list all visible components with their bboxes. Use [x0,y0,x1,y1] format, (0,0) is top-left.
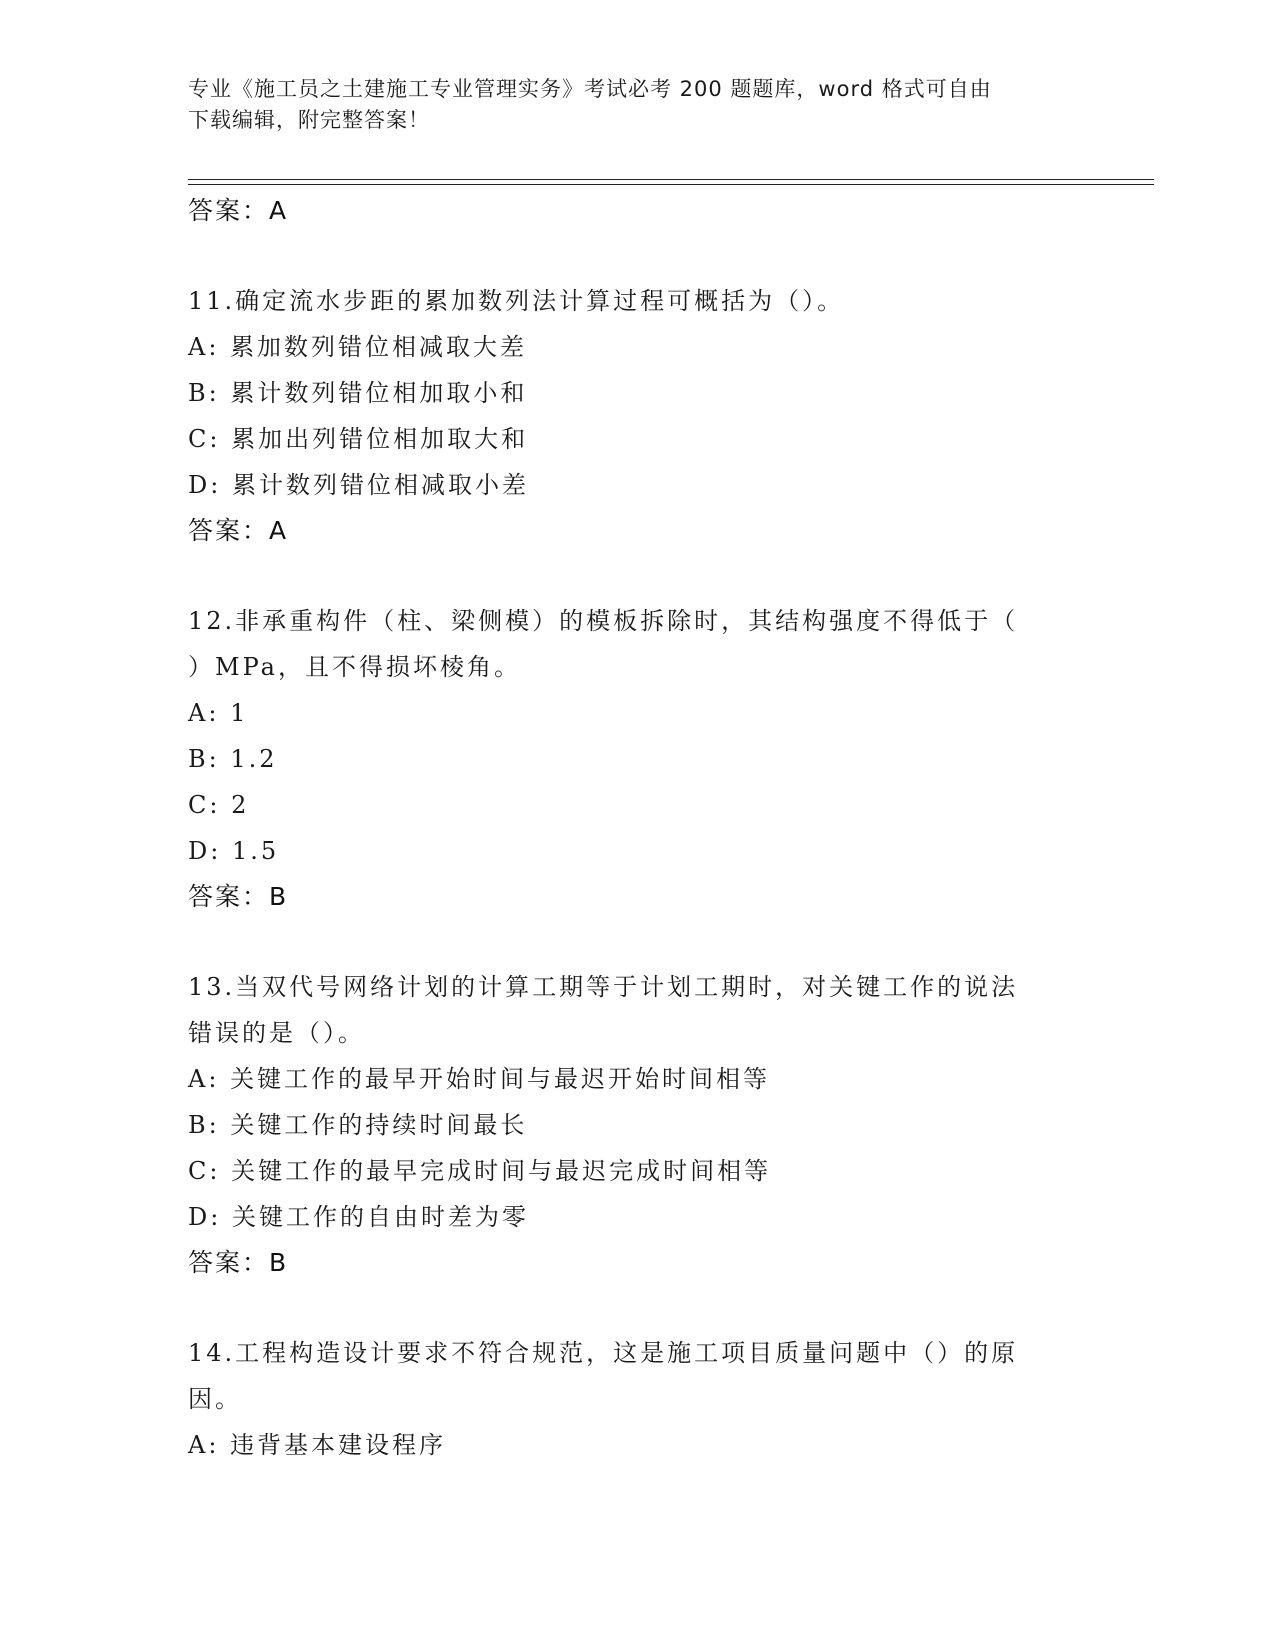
option-c [188,1148,1088,1194]
question-stem-continued: 因。 [188,1385,242,1413]
option-b [188,736,1088,782]
option-text: 关键工作的最早完成时间与最迟完成时间相等 [231,1157,772,1185]
option-text: 关键工作的自由时差为零 [231,1203,529,1231]
option-text: 累计数列错位相加取小和 [230,379,528,407]
option-letter: B: [188,379,220,407]
option-letter: C: [188,425,221,453]
option-text: 关键工作的最早开始时间与最迟开始时间相等 [230,1065,771,1093]
option-c [188,416,1088,462]
option-letter: B: [188,1111,220,1139]
question-11 [188,278,1088,554]
option-letter: A: [188,699,220,727]
option-text: 1.2 [230,745,278,773]
option-letter: A: [188,333,220,361]
option-letter: A: [188,1431,220,1459]
option-text: 1 [230,699,249,727]
option-letter: B: [188,745,220,773]
option-letter: C: [188,791,221,819]
header-line-2: 下载编辑，附完整答案！ [188,108,430,132]
header-divider-bottom [188,184,1154,185]
option-d [188,828,1088,874]
option-text: 关键工作的持续时间最长 [230,1111,528,1139]
option-letter: C: [188,1157,221,1185]
question-12 [188,598,1088,920]
question-stem: 11.确定流水步距的累加数列法计算过程可概括为（）。 [188,287,845,315]
spacer [188,1286,1088,1330]
option-text: 累加出列错位相加取大和 [231,425,529,453]
document-header [188,74,1068,136]
option-d [188,1194,1088,1240]
option-b [188,1102,1088,1148]
option-c [188,782,1088,828]
option-a [188,690,1088,736]
option-b [188,370,1088,416]
header-line-1: 专业《施工员之土建施工专业管理实务》考试必考 200 题题库，word 格式可自由 [188,77,992,101]
option-text: 违背基本建设程序 [230,1431,447,1459]
option-letter: A: [188,1065,220,1093]
question-13 [188,964,1088,1286]
spacer [188,554,1088,598]
answer-line: 答案：B [188,882,289,911]
option-letter: D: [188,1203,222,1231]
question-stem: 14.工程构造设计要求不符合规范，这是施工项目质量问题中（）的原 [188,1339,1019,1367]
option-text: 2 [231,791,250,819]
spacer [188,920,1088,964]
spacer [188,234,1088,278]
answer-line: 答案：A [188,516,289,545]
option-a [188,324,1088,370]
question-stem: 13.当双代号网络计划的计算工期等于计划工期时，对关键工作的说法 [188,973,1019,1001]
question-stem-continued: ）MPa，且不得损坏棱角。 [188,653,521,681]
option-letter: D: [188,837,222,865]
option-a [188,1056,1088,1102]
option-letter: D: [188,471,222,499]
question-list [188,188,1088,1468]
question-stem: 12.非承重构件（柱、梁侧模）的模板拆除时，其结构强度不得低于（ [188,607,1019,635]
option-text: 1.5 [231,837,280,865]
answer-line: 答案：B [188,1248,289,1277]
question-stem-continued: 错误的是（）。 [188,1019,365,1047]
option-a [188,1422,1088,1468]
option-d [188,462,1088,508]
header-divider-top [188,179,1154,180]
option-text: 累加数列错位相减取大差 [230,333,528,361]
option-text: 累计数列错位相减取小差 [231,471,529,499]
question-14 [188,1330,1088,1468]
previous-answer: 答案：A [188,196,289,225]
